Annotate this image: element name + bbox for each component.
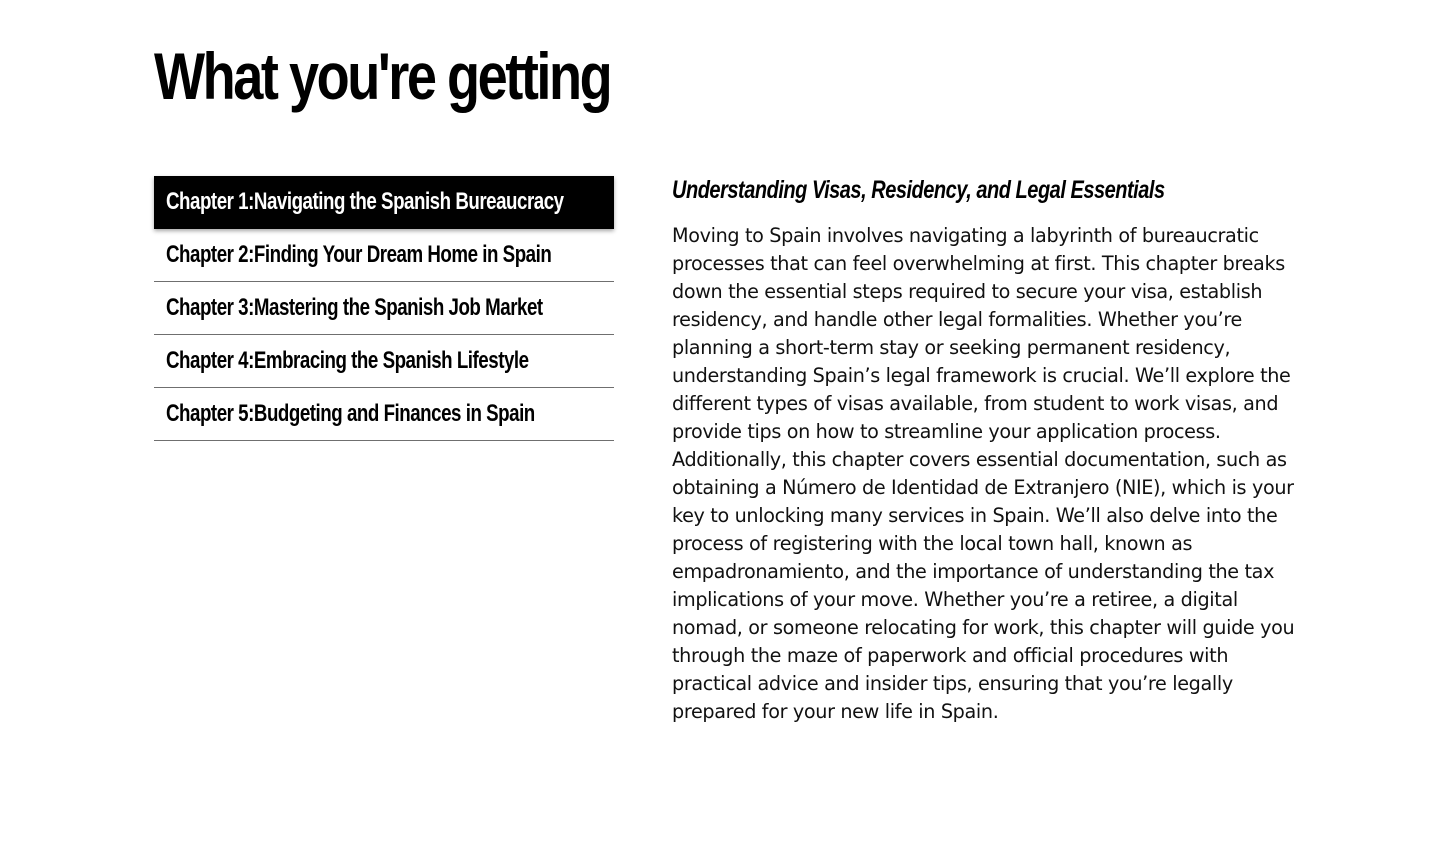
tab-label: Chapter 4:Embracing the Spanish Lifestyle (166, 347, 529, 374)
tab-chapter-2[interactable] (154, 229, 614, 282)
tab-chapter-5[interactable] (154, 388, 614, 441)
page-title: What you're getting (154, 39, 611, 113)
chapter-content-panel (672, 174, 1302, 726)
tab-chapter-4[interactable] (154, 335, 614, 388)
chapter-description: Moving to Spain involves navigating a labyrinth of bureaucratic processes that can feel overwhelming at first. This chapter breaks down the essential steps required to secure your visa, establish residency, and handle other legal formalities. Whether you’re planning a short-term stay or seeking permanent residency, understanding Spain’s legal framework is crucial. We’ll explore the different types of visas available, from student to work visas, and provide tips on how to streamline your application process. Additionally, this chapter covers essential documentation, such as obtaining a Número de Identidad de Extranjero (NIE), which is your key to unlocking many services in Spain. We’ll also delve into the process of registering with the local town hall, known as empadronamiento, and the importance of understanding the tax implications of your move. Whether you’re a retiree, a digital nomad, or someone relocating for work, this chapter will guide you through the maze of paperwork and official procedures with practical advice and insider tips, ensuring that you’re legally prepared for your new life in Spain. (672, 224, 1295, 723)
chapter-heading: Understanding Visas, Residency, and Legal Essentials (672, 176, 1165, 204)
tab-label: Chapter 1:Navigating the Spanish Bureaucracy (166, 188, 564, 215)
tab-chapter-3[interactable] (154, 282, 614, 335)
tab-label: Chapter 5:Budgeting and Finances in Spain (166, 400, 535, 427)
chapter-tab-list (154, 176, 614, 441)
tab-chapter-1[interactable] (154, 176, 614, 229)
tab-label: Chapter 3:Mastering the Spanish Job Market (166, 294, 543, 321)
tab-label: Chapter 2:Finding Your Dream Home in Spain (166, 241, 552, 268)
